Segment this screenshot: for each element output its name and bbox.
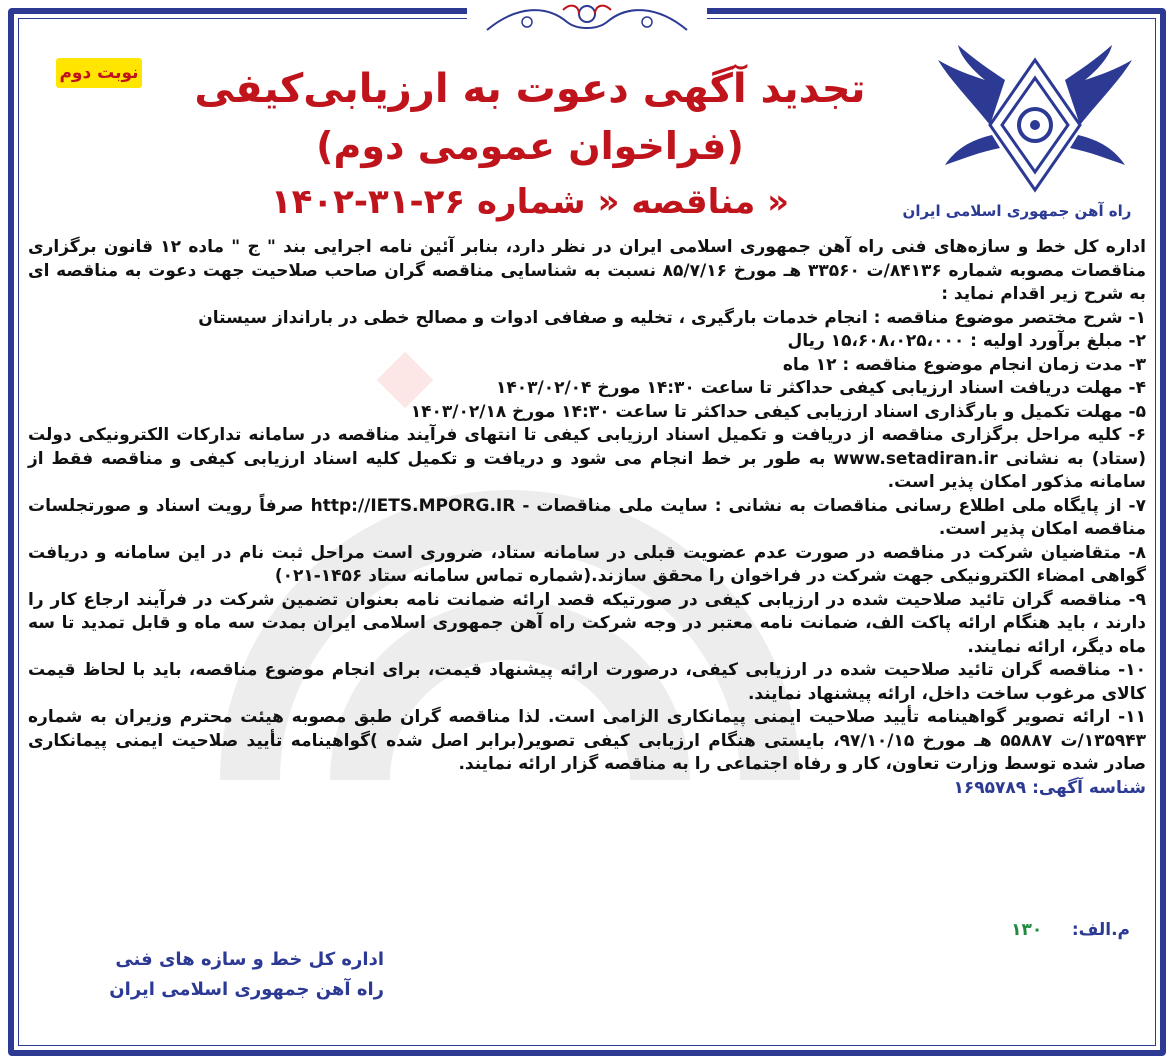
railway-logo-icon xyxy=(930,40,1140,200)
item-6: ۶- کلیه مراحل برگزاری مناقصه از دریافت و تکمیل اسناد ارزیابی کیفی تا انتهای فرآیند مناقصه در سامانه تدارکات الکترونیکی دولت (ستاد) به نشانی www.setadiran.ir به طور بر خط انجام می شود و دریافت و تکمیل کلیه اسناد ارزیابی کیفی و مناقصه فقط از سامانه مذکور امکان پذیر است. xyxy=(28,425,1146,492)
ma-label: م.الف: xyxy=(1071,920,1130,940)
page-title: تجدید آگهی دعوت به ارزیابی‌کیفی xyxy=(194,66,866,112)
item-11: ۱۱- ارائه تصویر گواهینامه تأیید صلاحیت ایمنی پیمانکاری الزامی است. لذا مناقصه گران طبق مصوبه هیئت محترم وزیران به شماره ۱۳۵۹۴۳/ت ۵۵۸۸۷ هـ مورخ ۹۷/۱۰/۱۵، بایستی هنگام ارزیابی کیفی تصویر(برابر اصل شده )گواهینامه تأیید صلاحیت ایمنی پیمانکاری صادر شده توسط وزارت تعاون، کار و رفاه اجتماعی را به مناقصه گزار ارائه نمایند. xyxy=(28,707,1147,774)
item-3: ۳- مدت زمان انجام موضوع مناقصه : ۱۲ ماه xyxy=(782,354,1146,375)
ma-value: ۱۳۰ xyxy=(1011,920,1043,940)
intro-paragraph: اداره کل خط و سازه‌های فنی راه آهن جمهوری اسلامی ایران در نظر دارد، بنابر آئین نامه اجرایی بند " ج " ماده ۱۲ قانون برگزاری مناقصات مصوبه شماره ۸۴۱۳۶/ت ۳۳۵۶۰ هـ مورخ ۸۵/۷/۱۶ نسبت به شناسایی مناقصه گران صاحب صلاحیت جهت دعوت به مناقصه ای به شرح زیر اقدام نماید : xyxy=(28,237,1147,304)
footer-signature xyxy=(44,945,384,1005)
item-8: ۸- متقاضیان شرکت در مناقصه در صورت عدم عضویت قبلی در سامانه ستاد، ضروری است مراحل ثبت نام در این سامانه و دریافت گواهی امضاء الکترونیکی جهت شرکت در فراخوان را محقق سازند.(شماره تماس سامانه ستاد ۱۴۵۶-۰۲۱) xyxy=(28,542,1146,586)
item-5: ۵- مهلت تکمیل و بارگذاری اسناد ارزیابی کیفی حداکثر تا ساعت ۱۴:۳۰ مورخ ۱۴۰۳/۰۲/۱۸ xyxy=(410,401,1146,422)
item-4: ۴- مهلت دریافت اسناد ارزیابی کیفی حداکثر تا ساعت ۱۴:۳۰ مورخ ۱۴۰۳/۰۲/۰۴ xyxy=(496,378,1146,398)
item-7: ۷- از پایگاه ملی اطلاع رسانی مناقصات به نشانی : سایت ملی مناقصات - http://IETS.MPORG.IR صرفاً رویت اسناد و صورتجلسات مناقصه امکان پذیر است. xyxy=(28,495,1146,539)
item-1: ۱- شرح مختصر موضوع مناقصه : انجام خدمات بارگیری ، تخلیه و صفافی ادوات و مصالح خطی در بارانداز سیستان xyxy=(198,307,1146,328)
ad-id: شناسه آگهی: ۱۶۹۵۷۸۹ xyxy=(953,777,1146,798)
page-subtitle: (فراخوان عمومی دوم) xyxy=(316,124,744,168)
item-9: ۹- مناقصه گران تائید صلاحیت شده در ارزیابی کیفی در صورتیکه قصد ارائه ضمانت نامه بعنوان تضمین شرکت در فرآیند ارجاع کار را دارند ، باید هنگام ارائه پاکت الف، ضمانت نامه معتبر در وجه شرکت راه آهن جمهوری اسلامی ایران بمدت سه ماه و قابل تمدید تا سه ماه دیگر، ارائه نمایند. xyxy=(28,589,1146,657)
footer-line-2: راه آهن جمهوری اسلامی ایران xyxy=(109,979,384,1000)
top-ornament-icon xyxy=(467,0,707,40)
announcement-body xyxy=(28,236,1146,800)
tender-number: مناقصه « شماره ۲۶-۳۱-۱۴۰۲ » xyxy=(270,182,790,222)
organization-name: راه آهن جمهوری اسلامی ایران xyxy=(902,202,1132,220)
item-10: ۱۰- مناقصه گران تائید صلاحیت شده در ارزیابی کیفی، درصورت ارائه پیشنهاد قیمت، برای انجام موضوع مناقصه، باید با لحاظ قیمت کالای مرغوب ساخت داخل، ارائه پیشنهاد نمایند. xyxy=(28,660,1146,704)
footer-line-1: اداره کل خط و سازه های فنی xyxy=(115,949,384,970)
status-badge: نوبت دوم xyxy=(56,58,142,88)
ma-label-row xyxy=(960,920,1130,940)
item-2: ۲- مبلغ برآورد اولیه : ۱۵،۶۰۸،۰۲۵،۰۰۰ ریال xyxy=(787,331,1146,351)
